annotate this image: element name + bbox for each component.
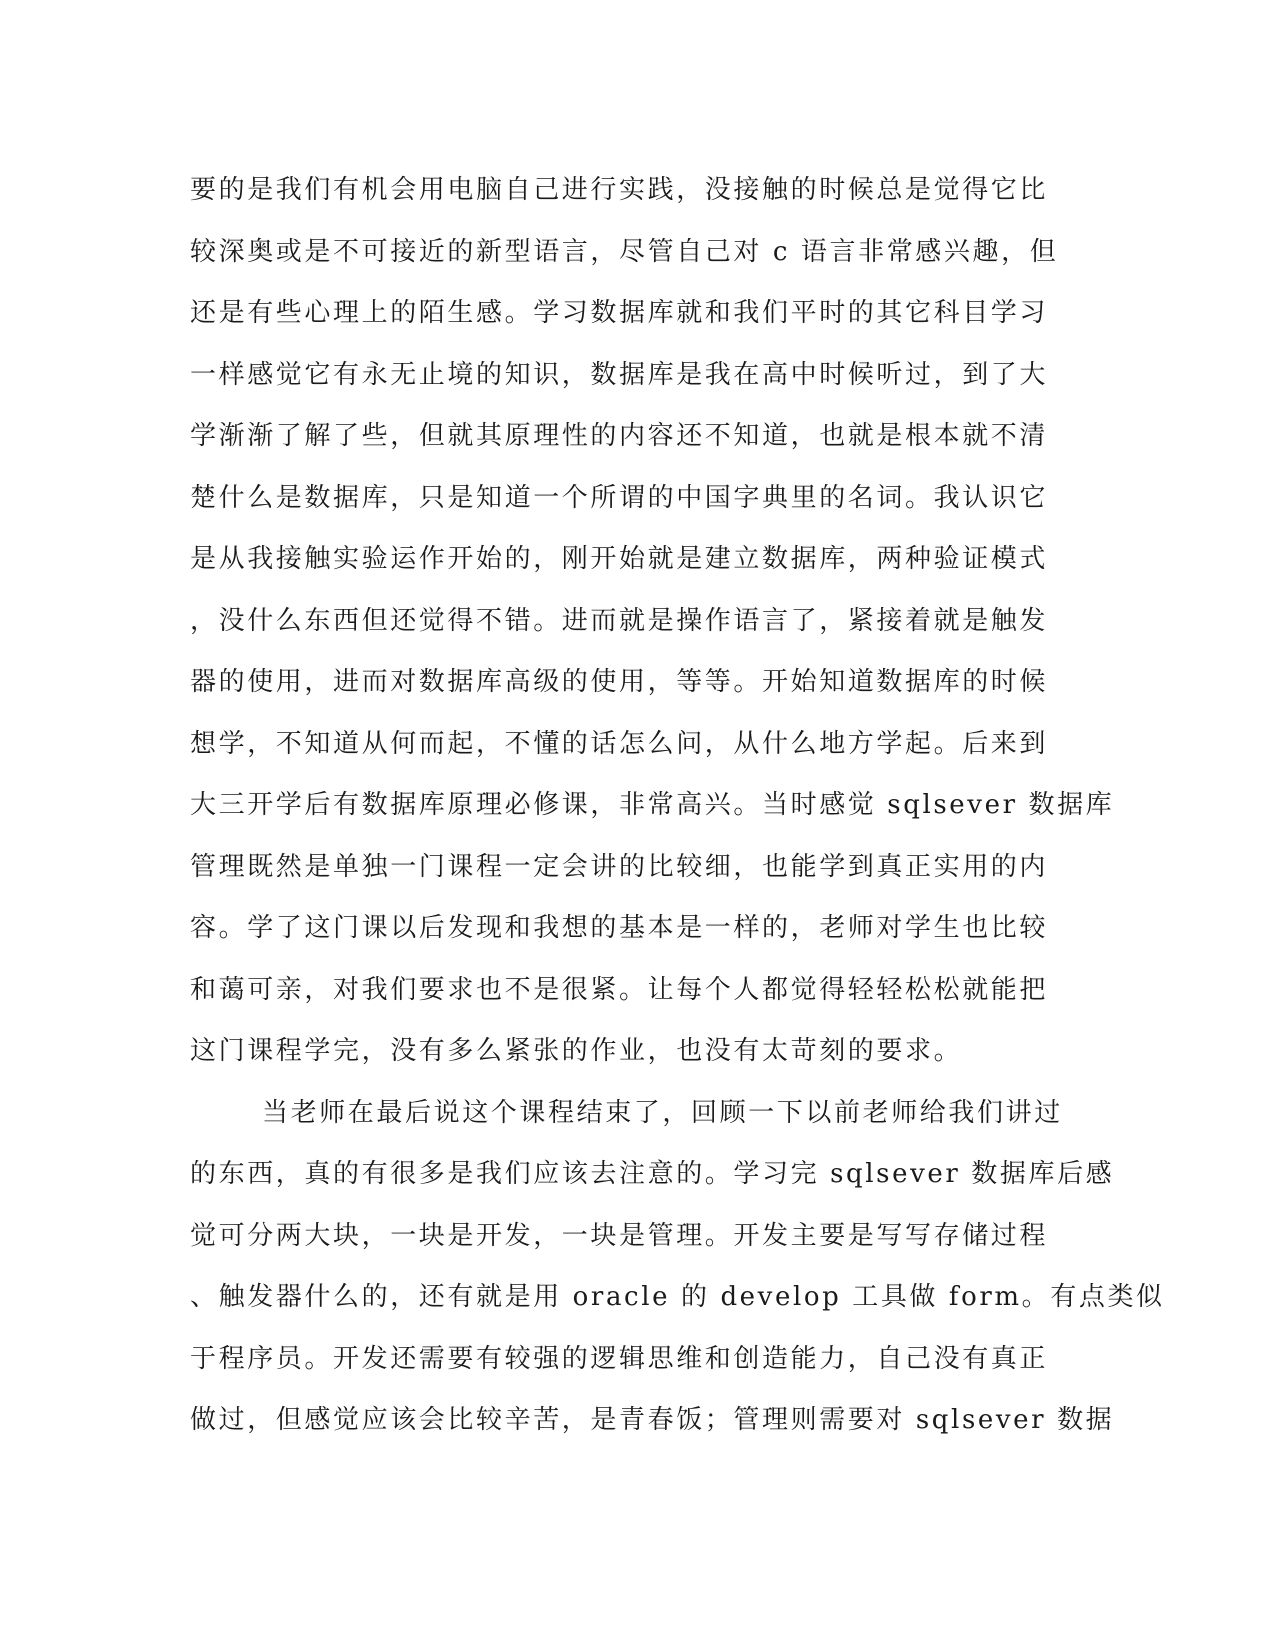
text-line: 这门课程学完，没有多么紧张的作业，也没有太苛刻的要求。 bbox=[190, 1036, 963, 1066]
text-line: 较深奥或是不可接近的新型语言，尽管自己对 c 语言非常感兴趣，但 bbox=[190, 236, 1059, 267]
text-line: 想学，不知道从何而起，不懂的话怎么问，从什么地方学起。后来到 bbox=[190, 728, 1049, 759]
body-text bbox=[190, 160, 1165, 1452]
text-line: 做过，但感觉应该会比较辛苦，是青春饭；管理则需要对 sqlsever 数据 bbox=[190, 1405, 1115, 1435]
text-line: 楚什么是数据库，只是知道一个所谓的中国字典里的名词。我认识它 bbox=[190, 482, 1049, 513]
text-line: 、触发器什么的，还有就是用 oracle 的 develop 工具做 form。有点类似 bbox=[190, 1282, 1165, 1312]
text-line: 是从我接触实验运作开始的，刚开始就是建立数据库，两种验证模式 bbox=[190, 544, 1049, 574]
text-line: 的东西，真的有很多是我们应该去注意的。学习完 sqlsever 数据库后感 bbox=[190, 1159, 1115, 1189]
text-line: 要的是我们有机会用电脑自己进行实践，没接触的时候总是觉得它比 bbox=[190, 175, 1049, 205]
text-line: 于程序员。开发还需要有较强的逻辑思维和创造能力，自己没有真正 bbox=[190, 1343, 1049, 1374]
text-line: 容。学了这门课以后发现和我想的基本是一样的，老师对学生也比较 bbox=[190, 913, 1049, 943]
text-line: 一样感觉它有永无止境的知识，数据库是我在高中时候听过，到了大 bbox=[190, 359, 1049, 390]
text-line: 还是有些心理上的陌生感。学习数据库就和我们平时的其它科目学习 bbox=[190, 298, 1049, 328]
paragraph-start-line: 当老师在最后说这个课程结束了，回顾一下以前老师给我们讲过 bbox=[262, 1097, 1063, 1128]
text-line: 大三开学后有数据库原理必修课，非常高兴。当时感觉 sqlsever 数据库 bbox=[190, 790, 1115, 820]
text-line: 觉可分两大块，一块是开发，一块是管理。开发主要是写写存储过程 bbox=[190, 1220, 1049, 1251]
text-line: 器的使用，进而对数据库高级的使用，等等。开始知道数据库的时候 bbox=[190, 667, 1049, 697]
text-line: 管理既然是单独一门课程一定会讲的比较细，也能学到真正实用的内 bbox=[190, 851, 1049, 882]
text-line: 和蔼可亲，对我们要求也不是很紧。让每个人都觉得轻轻松松就能把 bbox=[190, 974, 1049, 1005]
text-line: 学渐渐了解了些，但就其原理性的内容还不知道，也就是根本就不清 bbox=[190, 421, 1049, 451]
text-line: ，没什么东西但还觉得不错。进而就是操作语言了，紧接着就是触发 bbox=[190, 605, 1049, 636]
